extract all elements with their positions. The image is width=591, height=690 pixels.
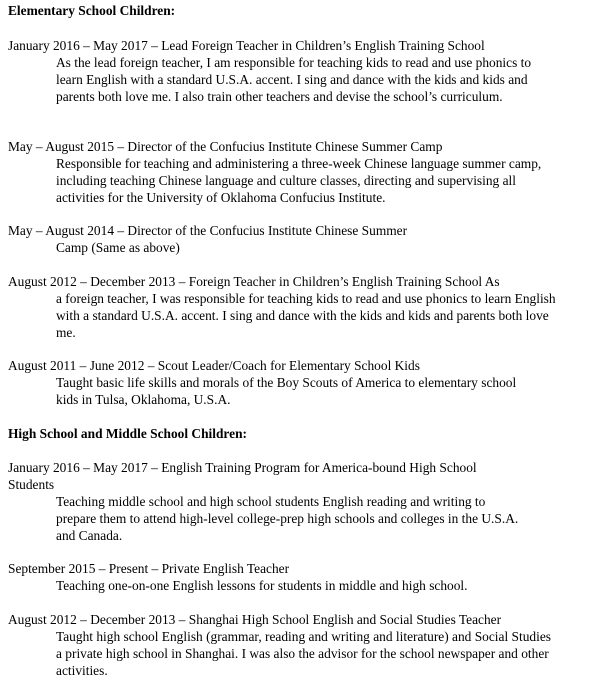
entry-title: January 2016 – May 2017 – English Training Program for America-bound High School Students (8, 460, 477, 492)
entry-title: August 2011 – June 2012 – Scout Leader/Coach for Elementary School Kids (8, 358, 420, 373)
entry-description: As the lead foreign teacher, I am responsible for teaching kids to read and use phonics to learn English with a standard U.S.A. accent. I sing and dance with the kids and kids and parents both love me. I also train other teachers and devise the school’s curriculum. (56, 55, 532, 104)
entry-title: May – August 2014 – Director of the Confucius Institute Chinese Summer (8, 223, 408, 238)
entry-description: Teaching one-on-one English lessons for students in middle and high school. (56, 578, 468, 593)
list-item (8, 560, 568, 594)
entry-description: Camp (Same as above) (56, 240, 180, 255)
entry-title: September 2015 – Present – Private English Teacher (8, 561, 290, 576)
section-high-school (8, 425, 568, 442)
entry-description: Responsible for teaching and administering a three-week Chinese language summer camp, including teaching Chinese language and culture classes, directing and supervising all activities for the University of Oklahoma Confucius Institute. (56, 156, 542, 205)
entry-description: Teaching middle school and high school students English reading and writing to prepare them to attend high-level college-prep high schools and colleges in the U.S.A. and Canada. (56, 494, 519, 543)
entry-title: January 2016 – May 2017 – Lead Foreign Teacher in Children’s English Training School (8, 38, 485, 53)
list-item (8, 138, 568, 206)
list-item (8, 37, 568, 105)
entry-description: a foreign teacher, I was responsible for teaching kids to read and use phonics to learn English with a standard U.S.A. accent. I sing and dance with the kids and kids and parents both love me. (56, 291, 556, 340)
section-elementary (8, 2, 568, 19)
list-item (8, 357, 568, 408)
section-heading: High School and Middle School Children: (8, 426, 247, 441)
list-item (8, 273, 568, 341)
entry-title: August 2012 – December 2013 – Shanghai High School English and Social Studies Teacher (8, 612, 502, 627)
list-item (8, 222, 568, 256)
entry-title: August 2012 – December 2013 – Foreign Teacher in Children’s English Training School As (8, 274, 500, 289)
entry-description: Taught high school English (grammar, reading and writing and literature) and Social Studies a private high school in Shanghai. I was also the advisor for the school newspaper and other activities. (56, 629, 551, 678)
list-item (8, 459, 568, 544)
entry-description: Taught basic life skills and morals of the Boy Scouts of America to elementary school kids in Tulsa, Oklahoma, U.S.A. (56, 375, 517, 407)
list-item (8, 611, 568, 679)
entry-title: May – August 2015 – Director of the Confucius Institute Chinese Summer Camp (8, 139, 443, 154)
section-heading: Elementary School Children: (8, 3, 176, 18)
